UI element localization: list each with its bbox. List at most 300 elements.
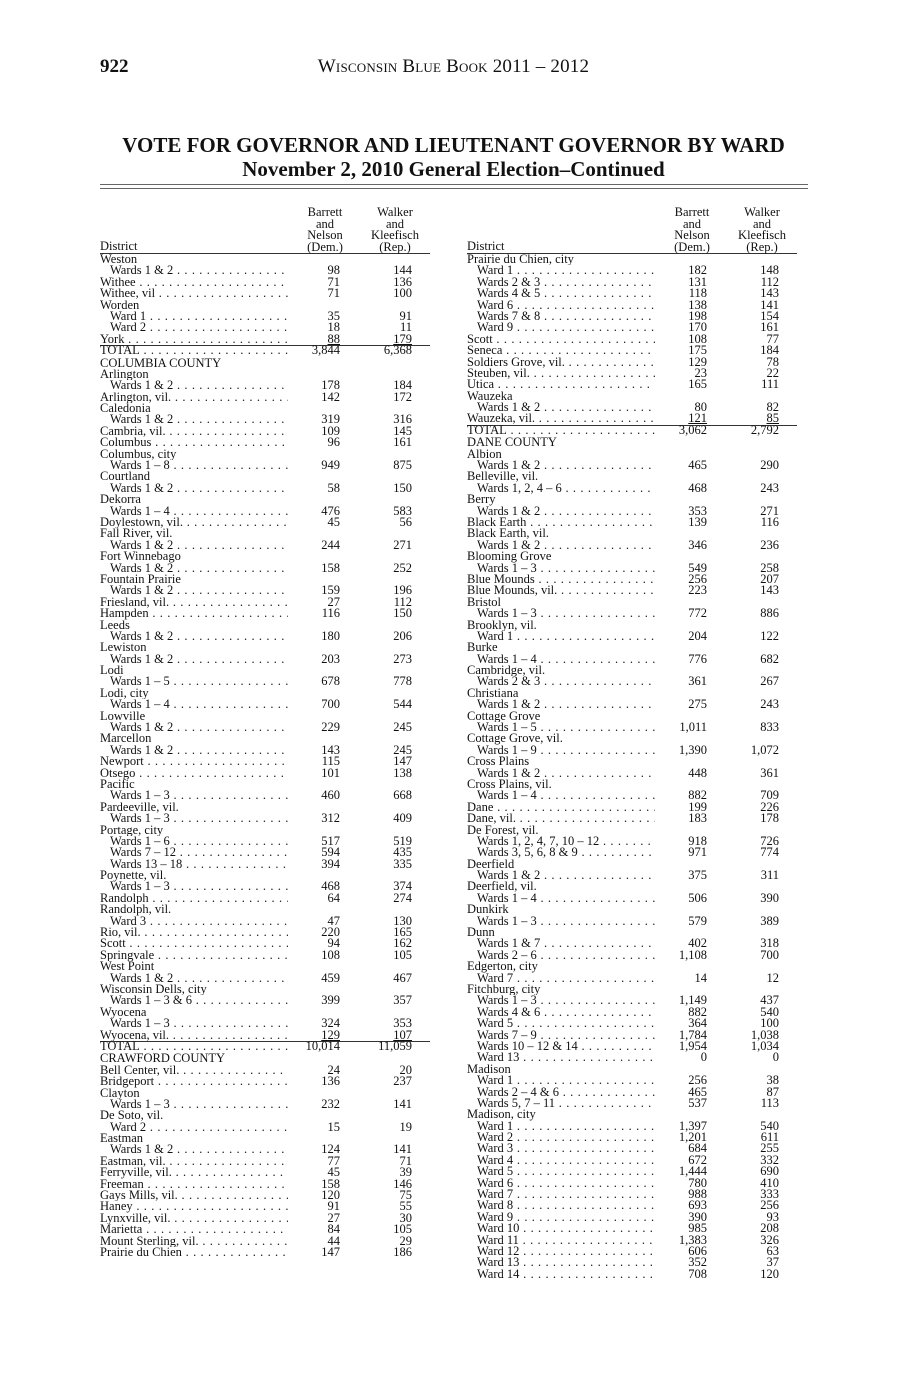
district-label: CRAWFORD COUNTY [100, 1053, 226, 1065]
district-label: Ward 9 . . . [477, 1212, 655, 1223]
table-row [467, 1243, 797, 1258]
district-label: Ward 1 . . . [477, 631, 655, 642]
table-row [100, 1018, 430, 1029]
dem-vote-cell [295, 514, 340, 529]
rep-vote-value: 138 [393, 765, 412, 780]
rep-vote-cell [732, 608, 779, 619]
district-label: Wards 7 & 8 . . . [477, 311, 655, 322]
dem-vote-cell [662, 1266, 707, 1281]
rep-vote-value: 6,368 [383, 343, 412, 358]
district-label: Cambria, vil. . . . [100, 426, 288, 437]
table-row [100, 608, 430, 619]
dem-header-line: and [315, 216, 335, 231]
district-label: Arlington, vil. . . . [100, 392, 288, 403]
rep-vote-value: 778 [393, 674, 412, 689]
table-row [467, 345, 797, 356]
dem-vote-value: 124 [321, 1142, 340, 1157]
district-label: Clayton [100, 1087, 140, 1099]
rep-vote-cell [732, 813, 779, 824]
rep-vote-cell [732, 676, 779, 687]
table-row [100, 1062, 430, 1077]
district-label: Madison [467, 1063, 511, 1076]
district-label: Wards 1 – 4 . . . [477, 654, 655, 665]
district-label: Wards 1 – 4 . . . [110, 699, 288, 710]
rep-vote-value: 146 [393, 1176, 412, 1191]
rep-vote-value: 236 [760, 537, 779, 552]
table-row [100, 890, 430, 905]
rep-vote-value: 311 [760, 868, 779, 883]
rep-vote-value: 55 [399, 1199, 412, 1214]
rep-vote-value: 87 [766, 1084, 779, 1099]
table-row [467, 1052, 797, 1063]
district-label: Caledonia [100, 403, 151, 415]
district-label: Brooklyn, vil. [467, 619, 537, 631]
dem-vote-value: 120 [321, 1188, 340, 1203]
dem-vote-cell [295, 288, 340, 299]
rep-header-line: Walker [377, 205, 413, 220]
table-row [100, 756, 430, 767]
district-heading-row [100, 369, 430, 380]
district-heading-row [467, 620, 797, 631]
rep-vote-cell [365, 537, 412, 552]
table-row [467, 288, 797, 299]
district-label: Ward 12 . . . [477, 1246, 655, 1257]
dem-vote-cell [295, 947, 340, 962]
district-heading-row [467, 471, 797, 482]
district-heading-row [467, 779, 797, 790]
district-heading-row [467, 1064, 797, 1075]
district-label: Wards 1 – 3 . . . [477, 995, 655, 1006]
dem-vote-value: 182 [688, 263, 707, 278]
rep-vote-value: 186 [393, 1244, 412, 1259]
table-row [467, 699, 797, 710]
table-row [467, 460, 797, 471]
total-row [100, 345, 430, 357]
rep-vote-value: 258 [760, 560, 779, 575]
district-label: Wards 1 & 2 . . . [110, 414, 288, 425]
district-label: York . . . [100, 334, 288, 345]
rep-vote-cell [365, 345, 412, 356]
table-row [100, 790, 430, 801]
table-row [467, 308, 797, 323]
rep-vote-cell [732, 480, 779, 495]
district-label: Steuben, vil. . . . [467, 368, 655, 379]
left-rows [100, 254, 430, 1258]
rep-vote-value: 271 [393, 537, 412, 552]
district-label: Cottage Grove, vil. [467, 733, 563, 745]
rep-vote-value: 833 [760, 720, 779, 735]
table-row [100, 676, 430, 687]
district-label: Ward 13 . . . [477, 1052, 655, 1063]
district-label: Fountain Prairie [100, 573, 181, 586]
dem-vote-value: 402 [688, 936, 707, 951]
rep-vote-value: 267 [760, 674, 779, 689]
dem-vote-value: 459 [321, 970, 340, 985]
rep-vote-cell [732, 913, 779, 928]
district-label: Mount Sterling, vil. . . . [100, 1236, 288, 1247]
dem-vote-cell [295, 537, 340, 552]
rep-vote-value: 255 [760, 1141, 779, 1156]
rep-vote-value: 875 [393, 458, 412, 473]
table-row [467, 585, 797, 596]
table-row [100, 995, 430, 1006]
district-heading-row [100, 870, 430, 881]
district-label: Fort Winnebago [100, 551, 181, 563]
dem-vote-value: 882 [688, 788, 707, 803]
district-label: Wards 1 – 8 . . . [110, 460, 288, 471]
dem-vote-value: 15 [327, 1119, 340, 1134]
district-label: Black Earth . . . [467, 517, 655, 528]
district-label: Scott . . . [100, 938, 288, 949]
table-row [467, 1004, 797, 1019]
left-column [100, 200, 430, 1258]
rep-vote-value: 243 [760, 480, 779, 495]
dem-vote-value: 159 [321, 583, 340, 598]
dem-vote-value: 175 [688, 343, 707, 358]
rep-header-line: (Rep.) [379, 239, 411, 254]
dem-vote-value: 96 [327, 435, 340, 450]
rep-vote-value: 141 [393, 1096, 412, 1111]
table-row [467, 503, 797, 518]
table-row [467, 765, 797, 780]
dem-vote-value: 98 [327, 263, 340, 278]
rep-vote-value: 37 [766, 1255, 779, 1270]
table-row [467, 1095, 797, 1110]
table-row [100, 947, 430, 962]
table-row [100, 1153, 430, 1168]
rep-vote-value: 206 [393, 628, 412, 643]
dem-vote-cell [662, 699, 707, 710]
dem-vote-value: 118 [688, 286, 707, 301]
dem-vote-value: 549 [688, 560, 707, 575]
dem-vote-value: 1,444 [678, 1164, 707, 1179]
district-label: Wards 1 – 3 . . . [477, 916, 655, 927]
district-heading-row [100, 574, 430, 585]
rep-vote-cell [365, 460, 412, 471]
rep-vote-value: 100 [393, 286, 412, 301]
dem-vote-value: 3,844 [311, 343, 340, 358]
dem-vote-cell [662, 422, 707, 437]
district-header: District [467, 239, 505, 253]
district-label: Ward 2 . . . [110, 1122, 288, 1133]
table-row [100, 1244, 430, 1259]
dem-vote-cell [662, 480, 707, 495]
dem-vote-cell [662, 514, 707, 529]
dem-vote-value: 918 [688, 833, 707, 848]
dem-vote-value: 594 [321, 845, 340, 860]
district-label: Wards 1 & 2 . . . [477, 402, 655, 413]
rep-vote-value: 390 [760, 890, 779, 905]
district-label: Wards 1 & 2 . . . [110, 483, 288, 494]
district-label: Portage, city [100, 824, 164, 836]
district-heading-row [100, 494, 430, 505]
rep-vote-cell [732, 1266, 779, 1281]
district-label: Withee . . . [100, 277, 288, 288]
rep-vote-value: 207 [760, 571, 779, 586]
dem-vote-value: 129 [688, 354, 707, 369]
district-label: Seneca . . . [467, 345, 655, 356]
dem-vote-value: 256 [688, 571, 707, 586]
dem-vote-value: 71 [327, 286, 340, 301]
district-label: Wards 1 – 5 . . . [110, 676, 288, 687]
district-label: Ward 5 . . . [477, 1018, 655, 1029]
rep-vote-cell [732, 947, 779, 962]
dem-vote-value: 346 [688, 537, 707, 552]
dem-vote-value: 203 [321, 651, 340, 666]
rep-vote-value: 141 [393, 1142, 412, 1157]
rep-vote-cell [732, 514, 779, 529]
district-label: Wards 1 & 2 . . . [477, 540, 655, 551]
district-heading-row [100, 733, 430, 744]
district-label: Wards 1 – 3 & 6 . . . [110, 995, 288, 1006]
rep-vote-value: 162 [393, 936, 412, 951]
district-label: Deerfield [467, 858, 515, 871]
table-row [100, 1176, 430, 1191]
district-label: Ward 2 . . . [477, 1132, 655, 1143]
table-row [100, 380, 430, 391]
rep-vote-cell [732, 890, 779, 905]
rep-vote-value: 145 [393, 423, 412, 438]
district-label: Wards 4 & 6 . . . [477, 1007, 655, 1018]
dem-vote-value: 84 [327, 1222, 340, 1237]
table-row [467, 413, 797, 424]
rep-vote-value: 256 [760, 1198, 779, 1213]
dem-vote-cell [295, 437, 340, 448]
dem-vote-value: 506 [688, 890, 707, 905]
rep-vote-value: 77 [766, 331, 779, 346]
district-label: Ward 6 . . . [477, 300, 655, 311]
dem-vote-value: 606 [688, 1243, 707, 1258]
dem-vote-value: 198 [688, 308, 707, 323]
dem-vote-cell [662, 947, 707, 962]
table-row [467, 833, 797, 848]
table-row [467, 265, 797, 276]
rep-vote-value: 30 [399, 1210, 412, 1225]
dem-vote-value: 3,062 [678, 422, 707, 437]
title-rule [100, 184, 808, 189]
table-row [467, 722, 797, 733]
rep-vote-value: 357 [393, 993, 412, 1008]
dem-vote-cell [295, 1076, 340, 1087]
district-heading-row [467, 711, 797, 722]
district-label: Courtland [100, 471, 150, 483]
district-heading-row [100, 471, 430, 482]
dem-vote-value: 476 [321, 503, 340, 518]
district-label: Columbus, city [100, 448, 177, 461]
rep-vote-value: 122 [760, 628, 779, 643]
table-row [467, 1200, 797, 1211]
dem-vote-value: 108 [321, 947, 340, 962]
rep-vote-value: 333 [760, 1187, 779, 1202]
rep-vote-value: 143 [760, 286, 779, 301]
dem-vote-value: 116 [321, 606, 340, 621]
district-label: Black Earth, vil. [467, 528, 549, 540]
district-label: Wauzeka, vil. . . . [467, 413, 655, 424]
district-label: Wauzeka [467, 390, 513, 403]
rep-vote-value: 148 [760, 263, 779, 278]
rep-vote-cell [365, 790, 412, 801]
dem-vote-value: 129 [321, 1027, 340, 1042]
dem-vote-value: 776 [688, 651, 707, 666]
district-heading-row [467, 437, 797, 448]
rep-vote-cell [365, 560, 412, 575]
district-label: Bridgeport . . . [100, 1076, 288, 1087]
district-header: District [100, 239, 138, 253]
district-label: Ward 7 . . . [477, 1189, 655, 1200]
rep-vote-value: 690 [760, 1164, 779, 1179]
district-label: Eastman [100, 1133, 144, 1145]
rep-vote-value: 540 [760, 1118, 779, 1133]
dem-vote-cell [662, 379, 707, 390]
district-heading-row [467, 597, 797, 608]
district-heading-row [467, 927, 797, 938]
table-row [100, 1224, 430, 1235]
table-row [467, 571, 797, 586]
rep-vote-value: 141 [760, 297, 779, 312]
district-heading-row [100, 688, 430, 699]
table-row [100, 389, 430, 404]
district-label: Lewiston [100, 642, 147, 654]
table-row [100, 423, 430, 438]
rep-vote-value: 120 [760, 1266, 779, 1281]
dem-vote-value: 121 [688, 411, 707, 426]
rep-vote-value: 22 [766, 365, 779, 380]
dem-vote-cell [295, 970, 340, 985]
rep-vote-value: 243 [760, 697, 779, 712]
district-label: Wards 1 – 3 . . . [477, 608, 655, 619]
dem-vote-cell [295, 460, 340, 471]
district-label: Wards 2 – 4 & 6 . . . [477, 1087, 655, 1098]
rep-vote-value: 179 [393, 331, 412, 346]
table-row [100, 765, 430, 780]
district-heading-row [467, 665, 797, 676]
dem-vote-value: 353 [688, 503, 707, 518]
rep-vote-cell [365, 890, 412, 905]
rep-vote-value: 886 [760, 606, 779, 621]
district-heading-row [100, 551, 430, 562]
table-row [467, 628, 797, 643]
district-label: Albion [467, 448, 502, 461]
dem-vote-cell [295, 765, 340, 780]
district-label: Edgerton, city [467, 961, 538, 973]
rep-vote-cell [732, 742, 779, 757]
rep-vote-value: 326 [760, 1232, 779, 1247]
rep-vote-value: 161 [393, 435, 412, 450]
title-line-1: VOTE FOR GOVERNOR AND LIEUTENANT GOVERNOR BY WARD [122, 133, 785, 157]
rep-vote-value: 165 [393, 925, 412, 940]
dem-vote-value: 147 [321, 1244, 340, 1259]
dem-vote-value: 232 [321, 1096, 340, 1111]
district-label: Wards 1 & 2 . . . [110, 973, 288, 984]
table-row [467, 1018, 797, 1029]
table-row [467, 813, 797, 824]
district-label: Wards 1 – 3 . . . [110, 1099, 288, 1110]
district-label: Cottage Grove [467, 710, 541, 723]
district-label: Wards 1 & 2 . . . [477, 506, 655, 517]
district-heading-row [100, 779, 430, 790]
rep-vote-value: 196 [393, 583, 412, 598]
dem-vote-value: 256 [688, 1073, 707, 1088]
rep-vote-value: 178 [760, 811, 779, 826]
district-heading-row [100, 1088, 430, 1099]
rep-vote-value: 150 [393, 606, 412, 621]
district-label: Wards 1, 2, 4 – 6 . . . [477, 483, 655, 494]
district-label: Wards 2 & 3 . . . [477, 277, 655, 288]
rep-vote-value: 273 [393, 651, 412, 666]
dem-vote-value: 1,784 [678, 1027, 707, 1042]
district-label: TOTAL . . . [467, 425, 655, 436]
dem-vote-value: 949 [321, 458, 340, 473]
district-label: Columbus . . . [100, 437, 288, 448]
rep-vote-value: 63 [766, 1243, 779, 1258]
rep-vote-value: 540 [760, 1004, 779, 1019]
district-label: Soldiers Grove, vil. . . . [467, 357, 655, 368]
dem-vote-value: 693 [688, 1198, 707, 1213]
district-label: Fitchburg, city [467, 984, 541, 996]
dem-vote-value: 361 [688, 674, 707, 689]
dem-vote-value: 136 [321, 1074, 340, 1089]
rep-vote-cell [365, 856, 412, 871]
district-heading-row [100, 620, 430, 631]
dem-vote-value: 71 [327, 274, 340, 289]
district-heading-row [467, 859, 797, 870]
dem-vote-cell [662, 628, 707, 643]
dem-vote-value: 537 [688, 1095, 707, 1110]
rep-vote-value: 611 [760, 1130, 779, 1145]
rep-vote-value: 75 [399, 1188, 412, 1203]
district-label: Wards 2 & 3 . . . [477, 676, 655, 687]
district-label: Christiana [467, 687, 519, 700]
rep-vote-value: 93 [766, 1209, 779, 1224]
dem-vote-value: 45 [327, 514, 340, 529]
rep-vote-cell [365, 676, 412, 687]
district-label: Otsego . . . [100, 768, 288, 779]
district-label: Wards 1 – 3 . . . [477, 563, 655, 574]
rep-vote-value: 435 [393, 845, 412, 860]
rep-vote-cell [365, 699, 412, 710]
district-label: Wards 1 & 2 . . . [110, 265, 288, 276]
table-row [467, 1175, 797, 1190]
district-label: Blue Mounds, vil. . . . [467, 585, 655, 596]
dem-vote-value: 199 [688, 799, 707, 814]
table-row [467, 1209, 797, 1224]
rep-vote-value: 245 [393, 720, 412, 735]
dem-vote-cell [662, 870, 707, 881]
district-heading-row [100, 711, 430, 722]
dem-vote-value: 468 [321, 879, 340, 894]
table-row [467, 1223, 797, 1234]
dem-vote-value: 158 [321, 1176, 340, 1191]
dem-header-line: Barrett [674, 205, 710, 220]
table-row [100, 414, 430, 425]
rep-vote-value: 374 [393, 879, 412, 894]
rep-vote-value: 274 [393, 890, 412, 905]
table-row [100, 1167, 430, 1178]
dem-header-line: Nelson [307, 228, 343, 243]
dem-vote-value: 772 [688, 606, 707, 621]
dem-vote-value: 115 [321, 754, 340, 769]
rep-vote-value: 226 [760, 799, 779, 814]
dem-vote-cell [295, 1119, 340, 1134]
district-label: Wards 1 – 6 . . . [110, 836, 288, 847]
district-label: Wards 1 & 2 . . . [110, 631, 288, 642]
dem-vote-value: 77 [327, 1153, 340, 1168]
dem-vote-value: 23 [694, 365, 707, 380]
table-row [100, 1190, 430, 1201]
rep-vote-value: 709 [760, 788, 779, 803]
dem-vote-value: 1,383 [678, 1232, 707, 1247]
dem-header-line: (Dem.) [307, 239, 343, 254]
